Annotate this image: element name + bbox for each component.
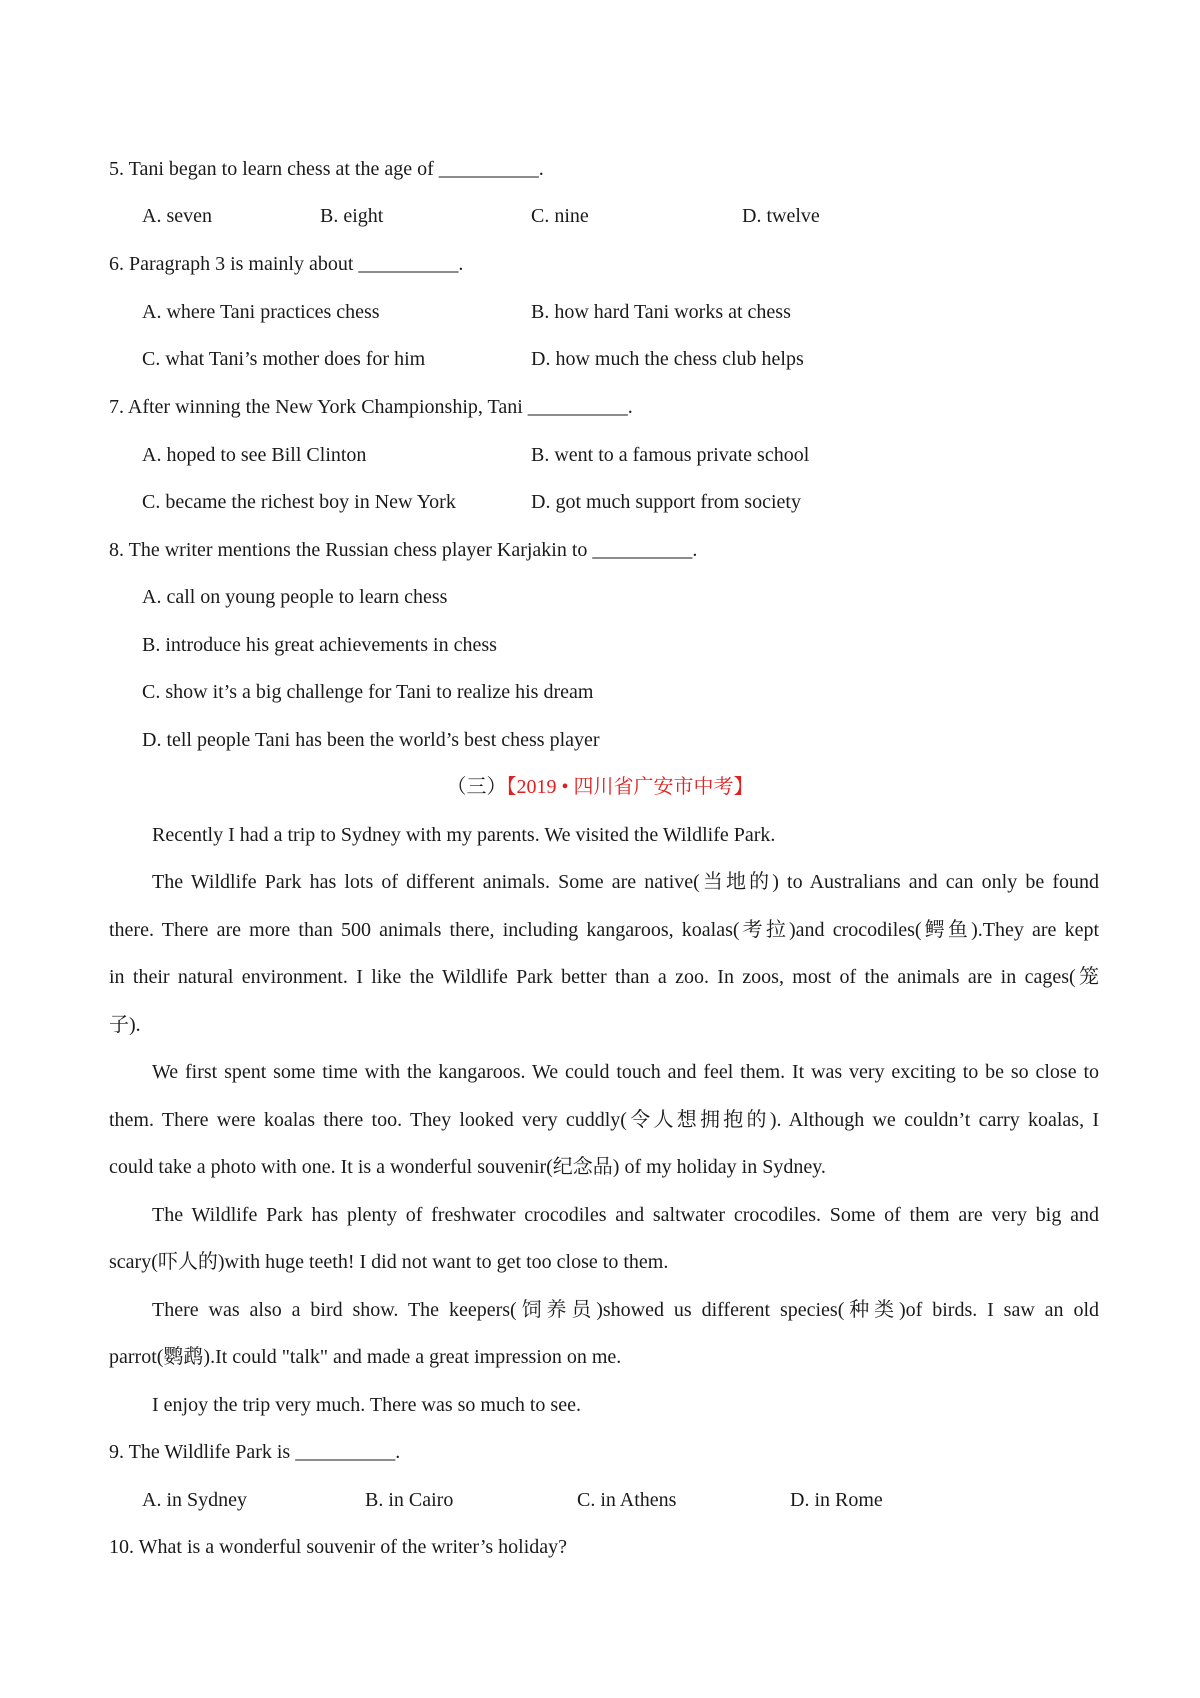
question-9-option-a: A. in Sydney bbox=[142, 1489, 247, 1511]
passage-paragraph-2-line-2: there. There are more than 500 animals there, including kangaroos, koalas(考拉)and crocodiles(鳄鱼).They are kept bbox=[109, 919, 1099, 941]
question-5-stem: 5. Tani began to learn chess at the age of __________. bbox=[109, 158, 544, 180]
question-7-option-d: D. got much support from society bbox=[531, 491, 801, 513]
question-6-option-c: C. what Tani’s mother does for him bbox=[142, 348, 426, 370]
question-8-option-d: D. tell people Tani has been the world’s best chess player bbox=[142, 729, 600, 751]
section-number: （三） bbox=[446, 776, 507, 798]
question-5-option-a: A. seven bbox=[142, 205, 212, 227]
question-8-option-a: A. call on young people to learn chess bbox=[142, 586, 448, 608]
question-9-option-b: B. in Cairo bbox=[365, 1489, 454, 1511]
passage-paragraph-4-line-2: scary(吓人的)with huge teeth! I did not want to get too close to them. bbox=[109, 1251, 669, 1273]
passage-paragraph-5-line-2: parrot(鹦鹉).It could "talk" and made a great impression on me. bbox=[109, 1346, 622, 1368]
question-7-option-c: C. became the richest boy in New York bbox=[142, 491, 456, 513]
passage-paragraph-3-line-1: We first spent some time with the kangaroos. We could touch and feel them. It was very exciting to be so close to bbox=[152, 1061, 1099, 1083]
question-9-option-d: D. in Rome bbox=[790, 1489, 883, 1511]
question-5-option-d: D. twelve bbox=[742, 205, 820, 227]
question-6-stem: 6. Paragraph 3 is mainly about __________. bbox=[109, 253, 464, 275]
passage-paragraph-3-line-2: them. There were koalas there too. They looked very cuddly(令人想拥抱的). Although we couldn’t carry koalas, I bbox=[109, 1109, 1099, 1131]
question-6-option-d: D. how much the chess club helps bbox=[531, 348, 804, 370]
passage-paragraph-4-line-1: The Wildlife Park has plenty of freshwater crocodiles and saltwater crocodiles. Some of them are very big and bbox=[152, 1204, 1099, 1226]
question-8-stem: 8. The writer mentions the Russian chess player Karjakin to __________. bbox=[109, 539, 698, 561]
question-5-option-c: C. nine bbox=[531, 205, 589, 227]
passage-paragraph-2-line-1: The Wildlife Park has lots of different animals. Some are native(当地的) to Australians and can only be found bbox=[152, 871, 1099, 893]
question-9-option-c: C. in Athens bbox=[577, 1489, 677, 1511]
question-9-stem: 9. The Wildlife Park is __________. bbox=[109, 1441, 401, 1463]
question-7-option-b: B. went to a famous private school bbox=[531, 444, 810, 466]
section-source: 【2019 • 四川省广安市中考】 bbox=[506, 776, 754, 798]
question-5-option-b: B. eight bbox=[320, 205, 384, 227]
question-7-stem: 7. After winning the New York Championship, Tani __________. bbox=[109, 396, 633, 418]
passage-paragraph-3-line-3: could take a photo with one. It is a wonderful souvenir(纪念品) of my holiday in Sydney. bbox=[109, 1156, 826, 1178]
question-8-option-c: C. show it’s a big challenge for Tani to realize his dream bbox=[142, 681, 594, 703]
passage-paragraph-1: Recently I had a trip to Sydney with my parents. We visited the Wildlife Park. bbox=[152, 824, 776, 846]
section-heading bbox=[0, 775, 1200, 799]
question-7-option-a: A. hoped to see Bill Clinton bbox=[142, 444, 367, 466]
passage-paragraph-6: I enjoy the trip very much. There was so much to see. bbox=[152, 1394, 581, 1416]
question-6-option-b: B. how hard Tani works at chess bbox=[531, 301, 791, 323]
question-6-option-a: A. where Tani practices chess bbox=[142, 301, 380, 323]
passage-paragraph-2-line-4: 子). bbox=[109, 1014, 141, 1036]
passage-paragraph-5-line-1: There was also a bird show. The keepers(饲养员)showed us different species(种类)of birds. I saw an old bbox=[152, 1299, 1099, 1321]
question-8-option-b: B. introduce his great achievements in chess bbox=[142, 634, 497, 656]
question-10-stem: 10. What is a wonderful souvenir of the writer’s holiday? bbox=[109, 1536, 568, 1558]
passage-paragraph-2-line-3: in their natural environment. I like the Wildlife Park better than a zoo. In zoos, most of the animals are in cages(笼 bbox=[109, 966, 1099, 988]
